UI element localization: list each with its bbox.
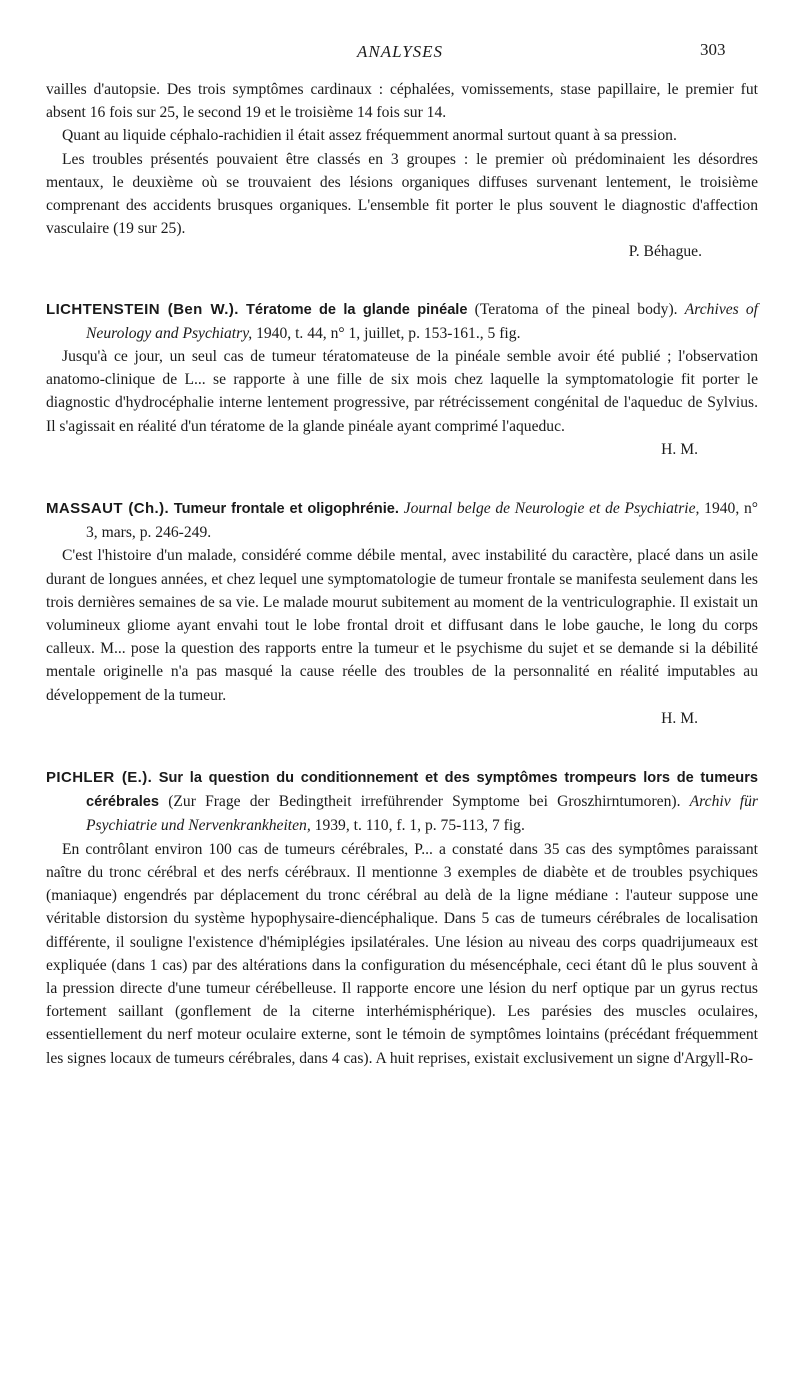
review-entry-pichler	[46, 766, 758, 1070]
review-entry-lichtenstein	[46, 298, 758, 461]
reviewer-signature: H. M.	[661, 440, 698, 458]
entry-heading	[46, 298, 758, 345]
continuation-paragraph: vailles d'autopsie. Des trois symptômes cardinaux : céphalées, vomissements, stase papillaire, le premier fut absent 16 fois sur 25, le second 19 et le troisième 14 fois sur 14.	[46, 81, 758, 122]
running-title: ANALYSES	[356, 42, 444, 61]
entry-citation: 1939, t. 110, f. 1, p. 75-113, 7 fig.	[314, 817, 525, 835]
page-content	[46, 78, 758, 1070]
entry-heading	[46, 497, 758, 544]
continuation-paragraph: Quant au liquide céphalo-rachidien il était assez fréquemment anormal surtout quant à sa pression.	[62, 127, 677, 145]
review-entry-massaut	[46, 497, 758, 730]
entry-title: Tumeur frontale et oligophrénie.	[173, 501, 399, 518]
entry-original-title: (Teratoma of the pineal body).	[474, 300, 678, 318]
reviewer-signature: H. M.	[661, 709, 698, 727]
entry-author: MASSAUT (Ch.).	[46, 500, 170, 518]
entry-author: LICHTENSTEIN (Ben W.).	[46, 300, 239, 318]
entry-citation: 1940, n° 3, mars, p. 246-249.	[86, 500, 758, 542]
reviewer-signature: P. Béhague.	[628, 243, 702, 261]
page-number: 303	[700, 40, 726, 59]
entry-title: Sur la question du conditionnement et des symptômes trompeurs lors de tumeurs cérébrales	[86, 770, 759, 811]
entry-abstract: En contrôlant environ 100 cas de tumeurs cérébrales, P... a constaté dans 35 cas des symptômes paraissant naître du tronc cérébral et des nerfs cérébraux. Il mentionne 3 exemples de diabète et de troubles psychiques (maniaque) engendrés par déplacement du tronc cérébral au delà de la ligne médiane : l'auteur suppose une véritable distorsion du système hypophysaire-diencéphalique. Dans 5 cas de tumeurs cérébrales de localisation différente, il souligne l'existence d'hémiplégies ipsilatérales. Une lésion au niveau des corps quadrijumeaux est expliquée (dans 1 cas) par des altérations dans la configuration du mésencéphale, ceci étant dû le plus souvent à la pression directe d'une tumeur cérébelleuse. Il rapporte encore une lésion du nerf optique par un gyrus rectus fortement saillant (gonflement de la citerne interhémisphérique). Les parésies des muscles oculaires, essentiellement du nerf moteur oculaire externe, sont le témoin de symptômes lointains (précédant fréquemment les signes locaux de tumeurs cérébrales, dans 4 cas). A huit reprises, existait exclusivement un signe d'Argyll-Ro-	[46, 840, 758, 1067]
continuation-paragraph: Les troubles présentés pouvaient être classés en 3 groupes : le premier où prédominaient les désordres mentaux, le deuxième où se trouvaient des lésions organiques diffuses survenant lentement, le troisième comprenant des accidents brusques organiques. L'ensemble fit porter le plus souvent le diagnostic d'affection vasculaire (19 sur 25).	[46, 150, 758, 238]
entry-original-title: (Zur Frage der Bedingtheit irreführender Symptome bei Groszhirntumoren).	[168, 793, 681, 811]
entry-journal: Archives of Neurology and Psychiatry,	[86, 300, 759, 342]
entry-citation: 1940, t. 44, n° 1, juillet, p. 153-161., 5 fig.	[256, 324, 521, 342]
entry-abstract: C'est l'histoire d'un malade, considéré comme débile mental, avec instabilité du caractère, placé dans un asile durant de longues années, et chez lequel une symptomatologie de tumeur frontale se manifesta seulement dans les trois dernières semaines de sa vie. Le malade mourut subitement au moment de la ventriculographie. Il existait un volumineux gliome ayant envahi tout le lobe frontal droit et diffusant dans le lobe gauche, le long du corps calleux. M... pose la question des rapports entre la tumeur et le psychisme du sujet et se demande si la débilité mentale originelle n'a pas masqué la cause réelle des troubles de la personnalité en réalité imputables au développement de la tumeur.	[46, 547, 758, 704]
entry-journal: Journal belge de Neurologie et de Psychiatrie,	[403, 500, 700, 518]
entry-journal: Archiv für Psychiatrie und Nervenkrankheiten,	[86, 793, 758, 835]
entry-abstract: Jusqu'à ce jour, un seul cas de tumeur tératomateuse de la pinéale semble avoir été publié ; l'observation anatomo-clinique de L... se rapporte à une fille de six mois chez laquelle la symptomatologie fit porter le diagnostic d'hydrocéphalie interne lentement progressive, par rétrécissement congénital de l'aqueduc de Sylvius. Il s'agissait en réalité d'un tératome de la glande pinéale ayant comprimé l'aqueduc.	[46, 348, 758, 435]
entry-title: Tératome de la glande pinéale	[246, 301, 468, 318]
continuation-review	[46, 78, 758, 264]
entry-author: PICHLER (E.).	[46, 769, 153, 787]
entry-heading	[46, 766, 758, 838]
